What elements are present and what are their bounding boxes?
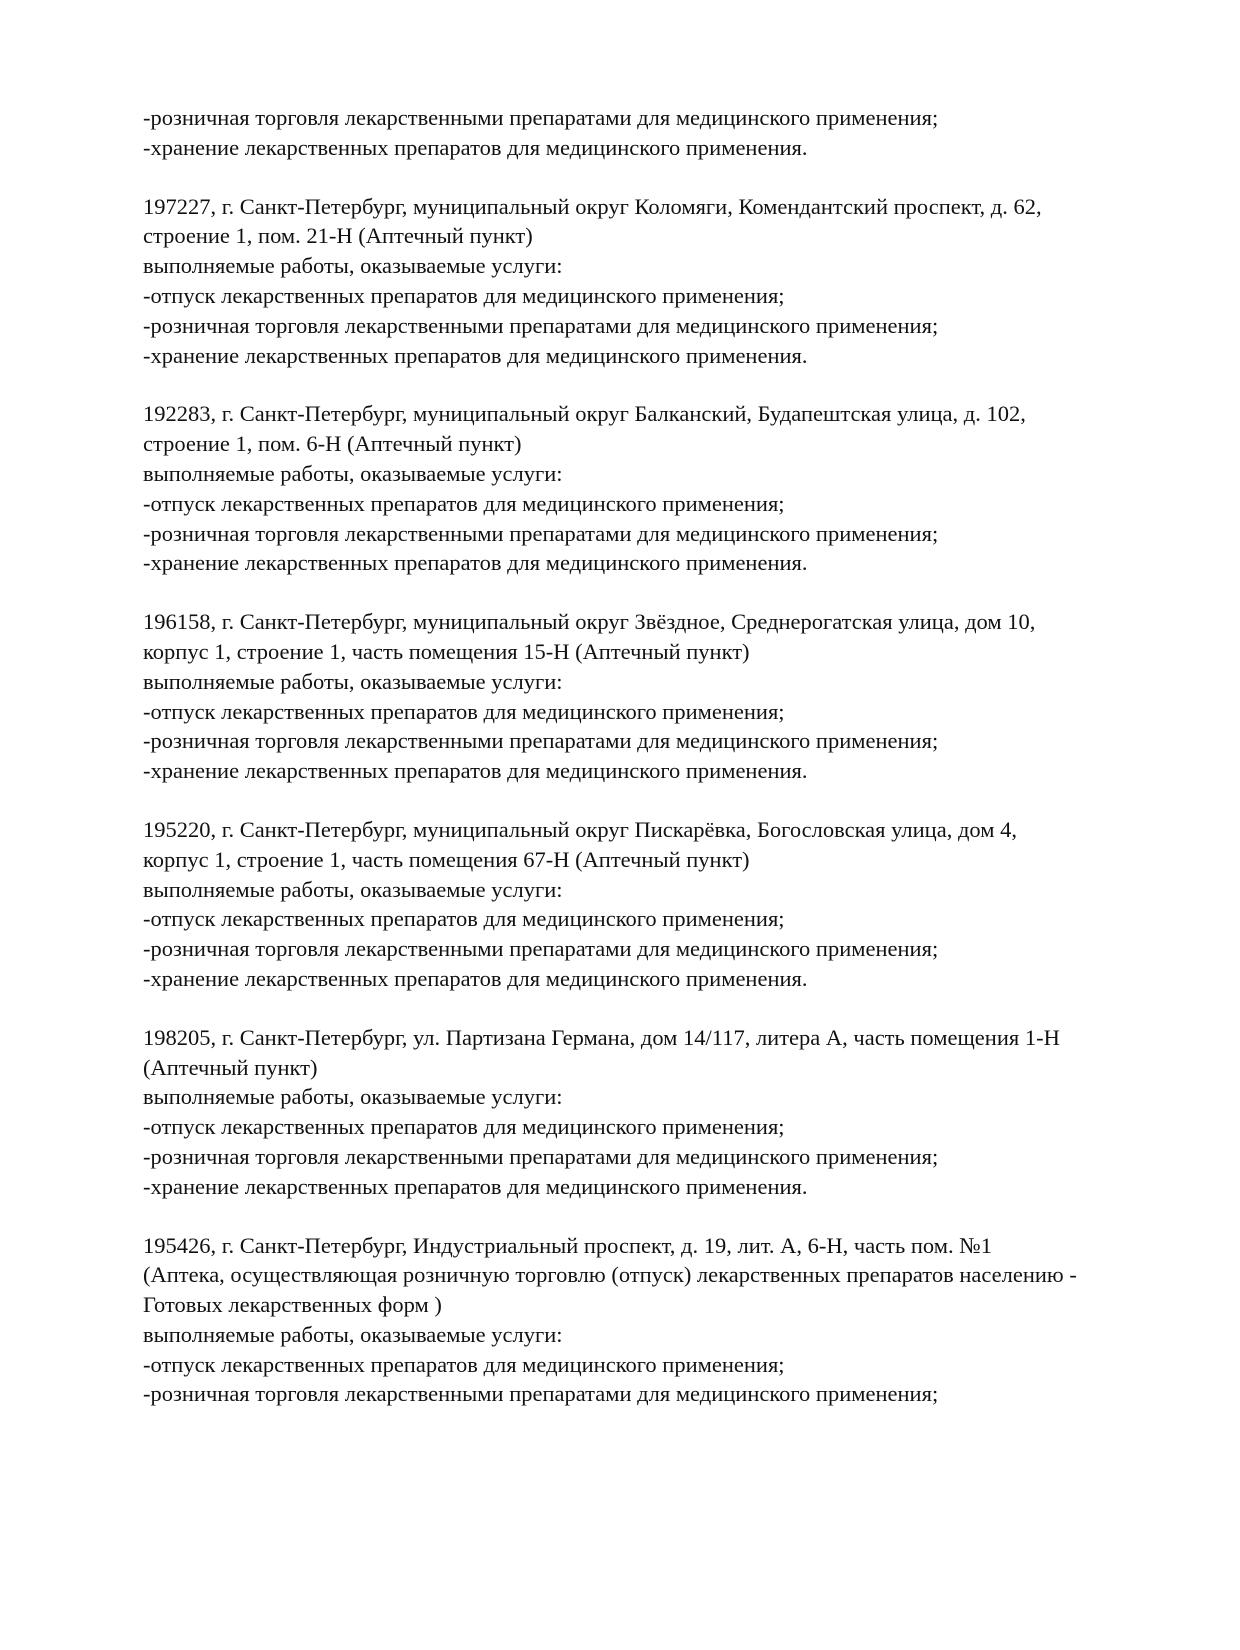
services-heading: выполняемые работы, оказываемые услуги: — [143, 668, 563, 694]
service-line: -отпуск лекарственных препаратов для медицинского применения; — [143, 282, 785, 308]
service-line: -отпуск лекарственных препаратов для медицинского применения; — [143, 490, 785, 516]
service-line: -хранение лекарственных препаратов для медицинского применения. — [143, 134, 808, 160]
pharmacy-entry — [143, 1231, 1153, 1410]
services-heading: выполняемые работы, оказываемые услуги: — [143, 460, 563, 486]
address-line: (Аптека, осуществляющая розничную торговлю (отпуск) лекарственных препаратов населению - — [143, 1262, 1077, 1288]
address-line: строение 1, пом. 21-Н (Аптечный пункт) — [143, 223, 533, 249]
service-line: -отпуск лекарственных препаратов для медицинского применения; — [143, 906, 785, 932]
pharmacy-entry — [143, 192, 1153, 371]
service-line: -розничная торговля лекарственными препаратами для медицинского применения; — [143, 312, 939, 338]
service-line: -хранение лекарственных препаратов для медицинского применения. — [143, 550, 808, 576]
service-line: -розничная торговля лекарственными препаратами для медицинского применения; — [143, 728, 939, 754]
address-line: 195426, г. Санкт-Петербург, Индустриальный проспект, д. 19, лит. А, 6-Н, часть пом. №1 — [143, 1232, 992, 1258]
address-line: 197227, г. Санкт-Петербург, муниципальный округ Коломяги, Комендантский проспект, д. 62, — [143, 193, 1042, 219]
address-line: 196158, г. Санкт-Петербург, муниципальный округ Звёздное, Среднерогатская улица, дом 10, — [143, 609, 1036, 635]
pharmacy-entry — [143, 815, 1153, 994]
service-line: -розничная торговля лекарственными препаратами для медицинского применения; — [143, 520, 939, 546]
address-line: корпус 1, строение 1, часть помещения 15-Н (Аптечный пункт) — [143, 638, 750, 664]
services-heading: выполняемые работы, оказываемые услуги: — [143, 1084, 563, 1110]
address-line: 198205, г. Санкт-Петербург, ул. Партизана Германа, дом 14/117, литера А, часть помещения 1-Н — [143, 1024, 1060, 1050]
continuation-block — [143, 103, 1153, 163]
address-line: 195220, г. Санкт-Петербург, муниципальный округ Пискарёвка, Богословская улица, дом 4, — [143, 816, 1017, 842]
address-line: строение 1, пом. 6-Н (Аптечный пункт) — [143, 431, 522, 457]
service-line: -розничная торговля лекарственными препаратами для медицинского применения; — [143, 1143, 939, 1169]
service-line: -отпуск лекарственных препаратов для медицинского применения; — [143, 1114, 785, 1140]
service-line: -розничная торговля лекарственными препаратами для медицинского применения; — [143, 1381, 939, 1407]
service-line: -отпуск лекарственных препаратов для медицинского применения; — [143, 698, 785, 724]
service-line: -хранение лекарственных препаратов для медицинского применения. — [143, 965, 808, 991]
services-heading: выполняемые работы, оказываемые услуги: — [143, 253, 563, 279]
services-heading: выполняемые работы, оказываемые услуги: — [143, 876, 563, 902]
document-body — [143, 103, 1153, 1438]
service-line: -розничная торговля лекарственными препаратами для медицинского применения; — [143, 936, 939, 962]
services-heading: выполняемые работы, оказываемые услуги: — [143, 1321, 563, 1347]
service-line: -розничная торговля лекарственными препаратами для медицинского применения; — [143, 105, 939, 130]
pharmacy-entry — [143, 607, 1153, 786]
address-line: Готовых лекарственных форм ) — [143, 1292, 442, 1318]
address-line: корпус 1, строение 1, часть помещения 67-Н (Аптечный пункт) — [143, 846, 750, 872]
service-line: -хранение лекарственных препаратов для медицинского применения. — [143, 342, 808, 368]
service-line: -хранение лекарственных препаратов для медицинского применения. — [143, 1173, 808, 1199]
service-line: -отпуск лекарственных препаратов для медицинского применения; — [143, 1351, 785, 1377]
address-line: 192283, г. Санкт-Петербург, муниципальный округ Балканский, Будапештская улица, д. 102, — [143, 401, 1026, 427]
address-line: (Аптечный пункт) — [143, 1054, 318, 1080]
pharmacy-entry — [143, 1023, 1153, 1202]
pharmacy-entry — [143, 399, 1153, 578]
service-line: -хранение лекарственных препаратов для медицинского применения. — [143, 758, 808, 784]
